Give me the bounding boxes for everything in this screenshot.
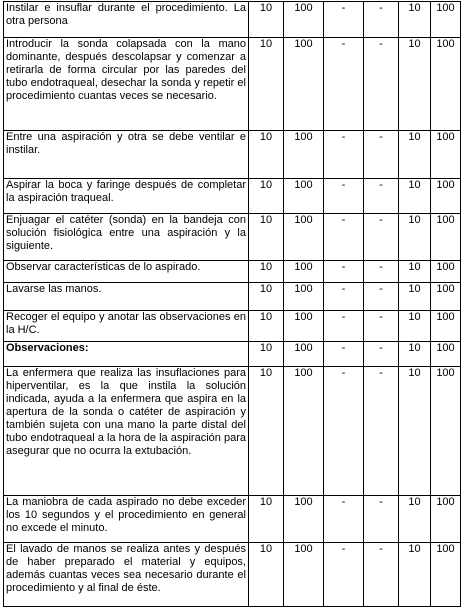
score-cell: - (364, 131, 399, 179)
score-cell: 100 (284, 367, 324, 495)
score-cell: 100 (431, 342, 461, 367)
score-cell: - (324, 342, 364, 367)
step-description: Recoger el equipo y anotar las observaciones en la H/C. (4, 310, 249, 342)
score-cell: - (364, 37, 399, 130)
score-cell: 10 (399, 283, 431, 310)
table-row (4, 2, 461, 38)
score-cell: 10 (399, 342, 431, 367)
score-cell: - (364, 310, 399, 342)
score-cell: 100 (431, 131, 461, 179)
score-cell: 100 (284, 131, 324, 179)
score-cell: - (324, 131, 364, 179)
score-cell: 10 (249, 495, 284, 542)
score-cell: 10 (249, 367, 284, 495)
score-cell: - (324, 310, 364, 342)
score-cell: - (324, 179, 364, 214)
score-cell: 10 (249, 2, 284, 38)
score-cell: 10 (399, 310, 431, 342)
score-cell: 100 (431, 542, 461, 606)
score-cell: - (364, 283, 399, 310)
score-cell: 10 (249, 310, 284, 342)
step-description: La enfermera que realiza las insuflaciones para hiperventilar, es la que instila la solución indicada, ayuda a la enfermera que aspira en la apertura de la sonda o catéter de aspiración y también sujeta con una mano la parte distal del tubo endotraqueal a la hora de la aspiración para asegurar que no ocurra la extubación. (4, 367, 249, 495)
score-cell: 100 (431, 37, 461, 130)
score-cell: 10 (399, 542, 431, 606)
score-cell: 100 (284, 179, 324, 214)
score-cell: - (324, 2, 364, 38)
score-cell: 10 (249, 179, 284, 214)
score-cell: - (324, 37, 364, 130)
score-cell: - (364, 179, 399, 214)
score-cell: 100 (284, 2, 324, 38)
step-description: Entre una aspiración y otra se debe ventilar e instilar. (4, 131, 249, 179)
step-description: Aspirar la boca y faringe después de completar la aspiración traqueal. (4, 179, 249, 214)
table-row (4, 283, 461, 310)
score-cell: 10 (399, 131, 431, 179)
score-cell: 10 (249, 261, 284, 283)
score-cell: - (324, 495, 364, 542)
step-description: Enjuagar el catéter (sonda) en la bandeja con solución fisiológica entre una aspiración y la siguiente. (4, 214, 249, 261)
score-cell: 100 (431, 261, 461, 283)
score-cell: 10 (399, 2, 431, 38)
score-cell: 100 (284, 342, 324, 367)
table-row (4, 310, 461, 342)
score-cell: - (324, 261, 364, 283)
score-cell: 100 (431, 495, 461, 542)
score-cell: - (364, 214, 399, 261)
score-cell: - (324, 214, 364, 261)
procedure-checklist-table (3, 1, 461, 607)
score-cell: - (324, 283, 364, 310)
step-description: Instilar e insuflar durante el procedimiento. La otra persona (4, 2, 249, 38)
score-cell: - (364, 261, 399, 283)
score-cell: 10 (399, 179, 431, 214)
score-cell: - (324, 367, 364, 495)
table-row (4, 214, 461, 261)
table-row (4, 495, 461, 542)
score-cell: 10 (399, 214, 431, 261)
table-row (4, 179, 461, 214)
score-cell: 100 (284, 214, 324, 261)
table-row (4, 261, 461, 283)
score-cell: 10 (249, 131, 284, 179)
score-cell: 100 (431, 283, 461, 310)
score-cell: 10 (399, 37, 431, 130)
score-cell: - (364, 2, 399, 38)
score-cell: 10 (249, 214, 284, 261)
score-cell: 100 (284, 495, 324, 542)
score-cell: 100 (431, 367, 461, 495)
score-cell: 10 (249, 342, 284, 367)
score-cell: 100 (431, 310, 461, 342)
table-row (4, 542, 461, 606)
section-heading: Observaciones: (4, 342, 249, 367)
score-cell: 10 (249, 283, 284, 310)
score-cell: 100 (431, 214, 461, 261)
score-cell: - (364, 542, 399, 606)
score-cell: - (364, 342, 399, 367)
score-cell: - (364, 495, 399, 542)
score-cell: - (364, 367, 399, 495)
score-cell: - (324, 542, 364, 606)
step-description: Introducir la sonda colapsada con la mano dominante, después descolapsar y comenzar a retirarla de forma circular por las paredes del tubo endotraqueal, desechar la sonda y repetir el procedimiento cuantas veces se necesario. (4, 37, 249, 130)
score-cell: 10 (249, 37, 284, 130)
score-cell: 100 (284, 261, 324, 283)
score-cell: 100 (431, 2, 461, 38)
table-row (4, 131, 461, 179)
table-row (4, 37, 461, 130)
score-cell: 10 (249, 542, 284, 606)
score-cell: 10 (399, 367, 431, 495)
score-cell: 10 (399, 261, 431, 283)
score-cell: 100 (284, 37, 324, 130)
table-row (4, 342, 461, 367)
score-cell: 100 (284, 542, 324, 606)
step-description: Observar características de lo aspirado. (4, 261, 249, 283)
step-description: Lavarse las manos. (4, 283, 249, 310)
table-row (4, 367, 461, 495)
step-description: La maniobra de cada aspirado no debe exceder los 10 segundos y el procedimiento en general no excede el minuto. (4, 495, 249, 542)
score-cell: 10 (399, 495, 431, 542)
step-description: El lavado de manos se realiza antes y después de haber preparado el material y equipos, además cuantas veces sea necesario durante el procedimiento y al final de éste. (4, 542, 249, 606)
score-cell: 100 (284, 283, 324, 310)
score-cell: 100 (284, 310, 324, 342)
score-cell: 100 (431, 179, 461, 214)
